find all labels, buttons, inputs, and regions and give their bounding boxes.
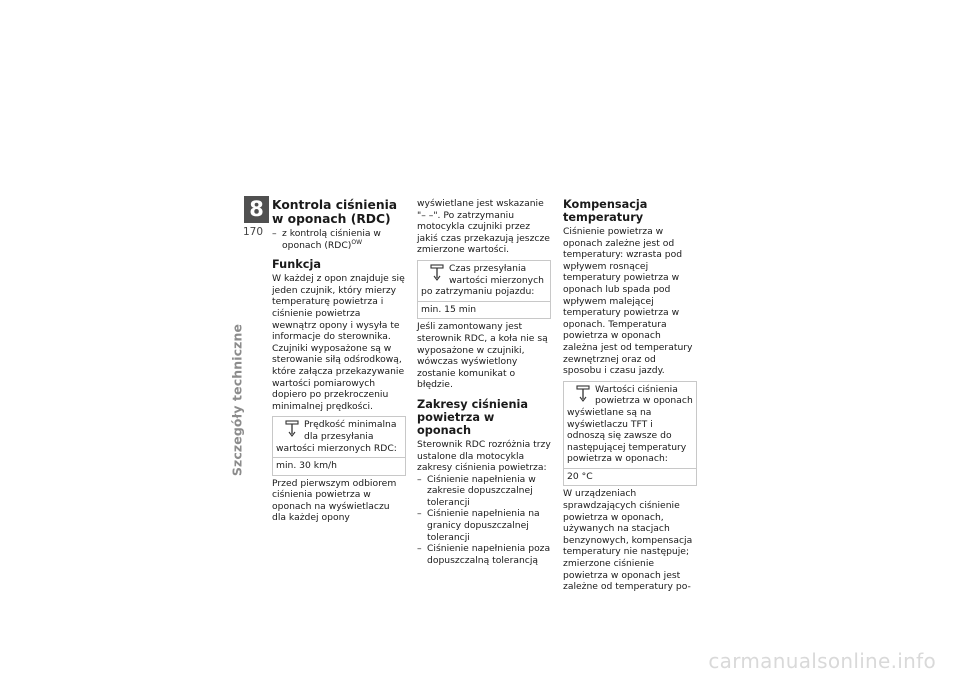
list-item: – Ciśnienie napełnienia poza dopuszczalną tolerancją	[417, 543, 551, 566]
section-title	[272, 198, 406, 226]
section-label: Szczegóły techniczne	[229, 323, 245, 477]
spec-box-reference-temp	[563, 381, 697, 487]
measurement-gauge-icon	[285, 420, 299, 438]
paragraph-funkcja: W każdej z opon znajduje się jeden czujnik, który mierzy temperaturę powietrza i ciśnienie powietrza wewnątrz opony i wysyła te informacje do sterownika. Czujniki wyposażone są w sterowanie siłą odśrodkową, które załącza przekazywanie wartości pomiarowych dopiero po przekroczeniu minimalnej prędkości.	[272, 273, 405, 412]
heading-zakresy: Zakresy ciśnienia powietrza w oponach	[417, 397, 528, 437]
paragraph-display: wyświetlane jest wskazanie "– –". Po zatrzymaniu motocykla czujniki przez jakiś czas przekazują jeszcze zmierzone wartości.	[417, 198, 550, 256]
measurement-gauge-icon	[430, 264, 444, 282]
spec-box-min-speed	[272, 416, 406, 475]
spec-head: Czas przesyłania wartości mierzonych po zatrzymaniu pojazdu:	[421, 262, 544, 298]
spec-box-transmit-time	[417, 260, 551, 319]
option-text: z kontrolą ciśnienia w oponach (RDC)	[282, 228, 381, 251]
page-number: 170	[243, 226, 264, 238]
measurement-gauge-icon	[576, 385, 590, 403]
section-title-line2: w oponach (RDC)	[272, 212, 391, 226]
paragraph-stations: W urządzeniach sprawdzających ciśnienie powietrza w oponach, używanych na stacjach benzynowych, kompensacja temperatury nie następuje; zmierzone ciśnienie powietrza w oponach jest zależne od temperatury po-	[563, 488, 693, 593]
heading-funkcja: Funkcja	[272, 258, 321, 272]
chapter-number: 8	[244, 196, 269, 223]
spec-value: 20 °C	[567, 470, 593, 482]
option-bullet: – z kontrolą ciśnienia w oponach (RDC)$^{OW}$	[272, 228, 381, 251]
paragraph-error: Jeśli zamontowany jest sterownik RDC, a koła nie są wyposażone w czujniki, wówczas wyświetlony zostanie komunikat o błędzie.	[417, 321, 548, 391]
paragraph-temperature: Ciśnienie powietrza w oponach zależne jest od temperatury: wzrasta pod wpływem rosnącej temperatury powietrza w oponach lub spada pod wpływem malejącej temperatury powietrza w oponach. Temperatura powietrza w oponach zależna jest od temperatury zewnętrznej oraz od sposobu i czasu jazdy.	[563, 226, 693, 377]
spec-value: min. 30 km/h	[276, 460, 337, 472]
paragraph-ranges: Sterownik RDC rozróżnia trzy ustalone dla motocykla zakresy ciśnienia powietrza:	[417, 438, 551, 474]
spec-value: min. 15 min	[421, 303, 477, 315]
list-item: – Ciśnienie napełnienia na granicy dopuszczalnej tolerancji	[417, 508, 540, 543]
section-title-line1: Kontrola ciśnienia	[272, 198, 398, 212]
paragraph-first-read: Przed pierwszym odbiorem ciśnienia powietrza w oponach na wyświetlaczu dla każdej opony	[272, 477, 397, 524]
list-item: – Ciśnienie napełnienia w zakresie dopuszczalnej tolerancji	[417, 473, 536, 508]
heading-kompensacja: Kompensacja temperatury	[563, 198, 648, 224]
column-2	[417, 198, 551, 566]
column-3	[563, 198, 697, 593]
watermark: carmanualsonline.info	[708, 649, 936, 673]
column-1	[272, 198, 406, 524]
spec-head: Prędkość minimalna dla przesyłania wartości mierzonych RDC:	[276, 419, 397, 454]
spec-head: Wartości ciśnienia powietrza w oponach wyświetlane są na wyświetlaczu TFT i odnoszą się zawsze do następującej temperatury powietrza w oponach:	[567, 383, 693, 465]
option-code: OW	[351, 238, 363, 246]
